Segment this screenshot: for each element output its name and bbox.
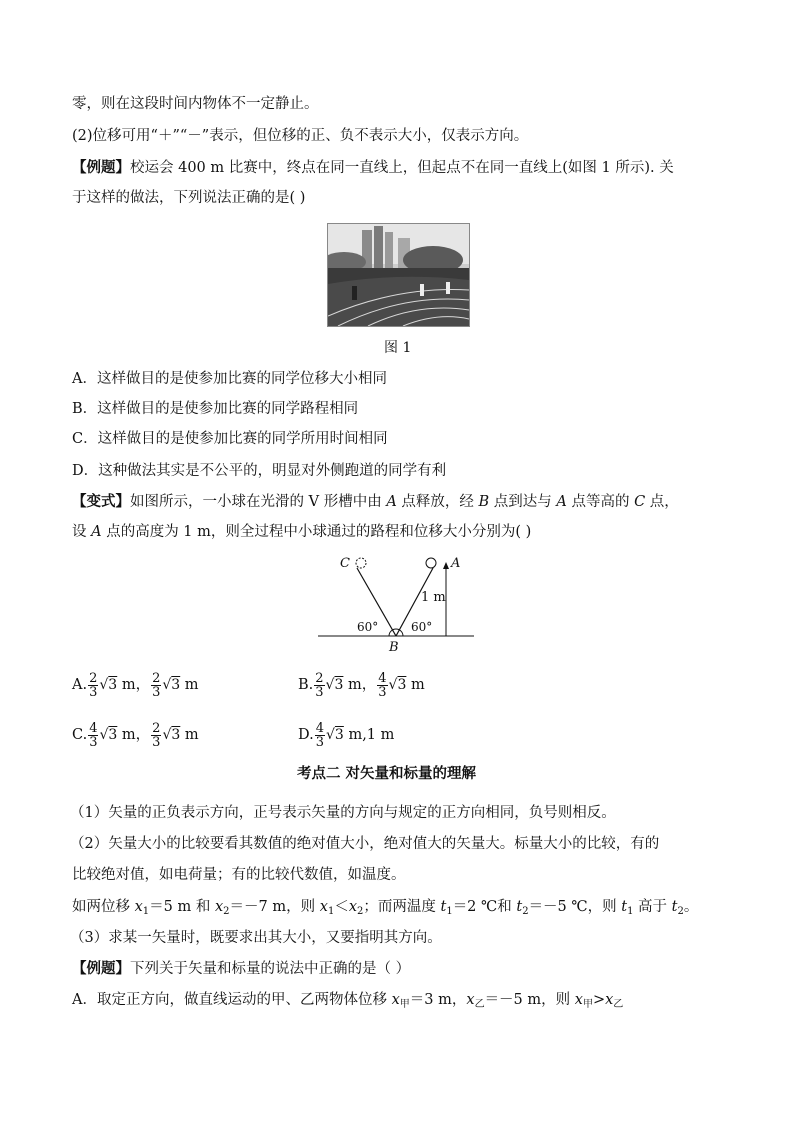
label-c: C bbox=[340, 556, 350, 571]
fraction: $\frac{2}{3}$ bbox=[152, 670, 161, 700]
variant-text: 如图所示，一小球在光滑的 V 形槽中由 bbox=[130, 494, 387, 510]
text-line: 零，则在这段时间内物体不一定静止。 bbox=[72, 96, 319, 112]
variant-text: 点到达与 bbox=[489, 494, 557, 510]
figure-caption: 图 1 bbox=[384, 340, 412, 356]
unit: m， bbox=[117, 677, 151, 693]
text-line: (2)位移可用“＋”“－”表示，但位移的正、负不表示大小，仅表示方向。 bbox=[72, 128, 529, 144]
sqrt: √3 bbox=[99, 727, 118, 743]
example-line bbox=[72, 959, 410, 979]
example-tag: 【例题】 bbox=[72, 159, 130, 176]
option-b: B．这样做目的是使参加比赛的同学路程相同 bbox=[72, 401, 359, 417]
sqrt: √3 bbox=[162, 727, 181, 743]
example-text: 校运会 400 m 比赛中，终点在同一直线上，但起点不在同一直线上(如图 1 所示). 关 bbox=[130, 160, 674, 176]
sqrt: √3 bbox=[325, 677, 344, 693]
text-line: 比较绝对值，如电荷量；有的比较代数值，如温度。 bbox=[72, 867, 406, 883]
sqrt: √3 bbox=[99, 677, 118, 693]
variant-text: 点等高的 bbox=[566, 494, 635, 510]
track-photo bbox=[327, 223, 470, 327]
text-line: （3）求某一矢量时，既要求出其大小，又要指明其方向。 bbox=[70, 930, 442, 946]
sqrt: √3 bbox=[388, 677, 407, 693]
option-a bbox=[72, 670, 199, 700]
point-a: A bbox=[91, 524, 102, 540]
v-groove-diagram bbox=[316, 552, 476, 660]
sqrt: √3 bbox=[326, 727, 344, 743]
ball-a-icon bbox=[426, 558, 436, 568]
option-prefix: A. bbox=[72, 677, 88, 693]
option-a: A．这样做目的是使参加比赛的同学位移大小相同 bbox=[72, 371, 387, 387]
variant-line bbox=[72, 492, 679, 512]
option-prefix: B. bbox=[298, 677, 314, 693]
label-a: A bbox=[451, 556, 461, 571]
option-c: C．这样做目的是使参加比赛的同学所用时间相同 bbox=[72, 431, 388, 447]
point-a: A bbox=[386, 494, 397, 510]
text-line: （1）矢量的正负表示方向，正号表示矢量的方向与规定的正方向相同，负号则相反。 bbox=[70, 805, 616, 821]
unit: m bbox=[180, 677, 199, 693]
point-c: C bbox=[634, 494, 646, 510]
ball-c-icon bbox=[356, 558, 366, 568]
fraction: $\frac{4}{3}$ bbox=[89, 720, 98, 750]
fraction: $\frac{2}{3}$ bbox=[152, 720, 161, 750]
example-line bbox=[72, 158, 674, 178]
unit: m bbox=[406, 677, 425, 693]
height-label: 1 m bbox=[421, 590, 446, 605]
label-b: B bbox=[389, 640, 399, 655]
variant-text: 设 bbox=[72, 524, 92, 540]
example-tag: 【例题】 bbox=[72, 960, 130, 977]
text-line: 于这样的做法，下列说法正确的是( ) bbox=[72, 190, 306, 206]
point-b: B bbox=[478, 494, 490, 510]
point-a: A bbox=[556, 494, 567, 510]
example-text: 下列关于矢量和标量的说法中正确的是（ ） bbox=[130, 961, 411, 977]
variant-text: 点的高度为 1 m，则全过程中小球通过的路程和位移大小分别为( ) bbox=[101, 524, 532, 540]
variant-tag: 【变式】 bbox=[72, 493, 130, 510]
unit: m bbox=[180, 727, 199, 743]
text-line: （2）矢量大小的比较要看其数值的绝对值大小，绝对值大的矢量大。标量大小的比较，有的 bbox=[70, 836, 660, 852]
unit: m， bbox=[343, 677, 377, 693]
option-d bbox=[298, 720, 394, 750]
fraction: $\frac{2}{3}$ bbox=[315, 670, 324, 700]
option-b bbox=[298, 670, 425, 700]
option-prefix: C. bbox=[72, 727, 88, 743]
sqrt: √3 bbox=[162, 677, 181, 693]
arrow-up-icon bbox=[443, 562, 449, 569]
option-c bbox=[72, 720, 199, 750]
track-photo-image bbox=[328, 224, 469, 326]
section-title: 考点二 对矢量和标量的理解 bbox=[297, 766, 477, 782]
fraction: $\frac{2}{3}$ bbox=[89, 670, 98, 700]
fraction: $\frac{4}{3}$ bbox=[378, 670, 387, 700]
option-prefix: D. bbox=[298, 727, 314, 743]
unit: m,1 m bbox=[343, 727, 395, 743]
option-d: D．这种做法其实是不公平的，明显对外侧跑道的同学有利 bbox=[72, 463, 447, 479]
text-line: 如两位移 $x_1=5$ m 和 $x_2=-7$ m，则 $x_1<x_2$；而两温度 $t_1=2$ ℃和 $t_2=-5$ ℃，则 $t_1$ 高于 $t_2$。 bbox=[72, 899, 699, 917]
angle-right-label: 60° bbox=[411, 620, 433, 634]
v-groove-svg bbox=[316, 552, 476, 656]
angle-left-label: 60° bbox=[357, 620, 379, 634]
unit: m， bbox=[117, 727, 151, 743]
fraction: $\frac{4}{3}$ bbox=[315, 720, 324, 750]
variant-text: 点释放，经 bbox=[396, 494, 479, 510]
variant-text: 点， bbox=[645, 494, 679, 510]
variant-line bbox=[72, 522, 531, 542]
option-a: A．取定正方向，做直线运动的甲、乙两物体位移 $x_甲=3$ m，$x_乙=-5$ m，则 $x_甲>x_乙$ bbox=[72, 992, 624, 1010]
